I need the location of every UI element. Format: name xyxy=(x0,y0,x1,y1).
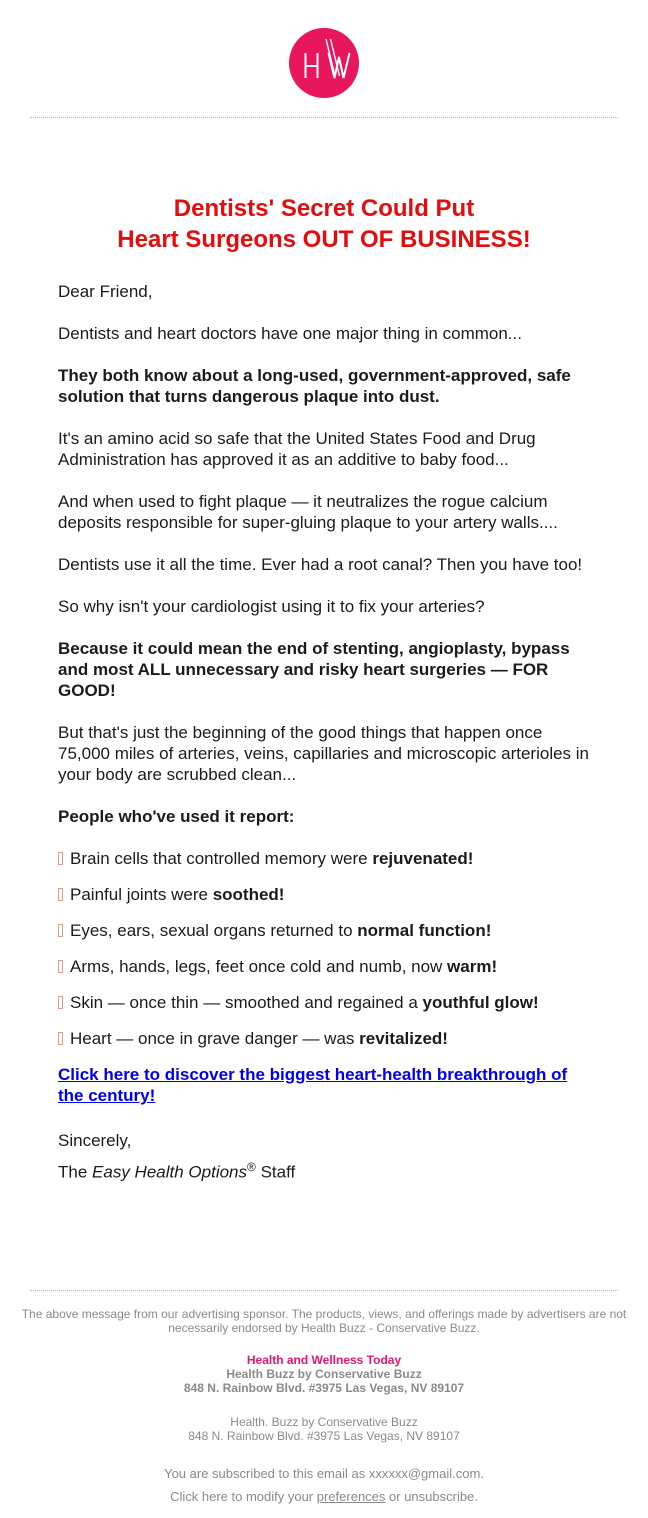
preferences-suffix: or unsubscribe. xyxy=(385,1488,478,1504)
list-item-bold-text: normal function! xyxy=(357,921,492,940)
publisher-title: Health and Wellness Today xyxy=(246,1352,402,1367)
body-paragraph: Dentists and heart doctors have one major thing in common... xyxy=(58,324,522,343)
list-item xyxy=(58,1028,590,1049)
body-paragraph-bold: They both know about a long-used, government-approved, safe solution that turns dangerous plaque into dust. xyxy=(58,366,571,406)
missing-glyph-bullet-icon xyxy=(58,888,63,901)
signature-sincerely: Sincerely, xyxy=(58,1131,132,1150)
missing-glyph-bullet-icon xyxy=(58,1032,63,1045)
cta-paragraph xyxy=(58,1064,590,1106)
secondary-publisher-line: Health. Buzz by Conservative Buzz xyxy=(230,1414,418,1429)
list-item xyxy=(58,920,590,941)
list-item xyxy=(58,992,590,1013)
body-paragraph: Dentists use it all the time. Ever had a root canal? Then you have too! xyxy=(58,555,583,574)
secondary-publisher-block xyxy=(18,1415,630,1443)
signature-brand-name: Easy Health Options xyxy=(92,1162,247,1182)
list-item-bold-text: soothed! xyxy=(212,885,285,904)
headline-line1: Dentists' Secret Could Put xyxy=(173,195,475,222)
list-item-bold-text: rejuvenated! xyxy=(372,849,474,868)
list-item-bold-text: warm! xyxy=(447,957,498,976)
subscription-info xyxy=(18,1462,630,1508)
publisher-block xyxy=(18,1353,630,1395)
list-item-text: Heart — once in grave danger — was xyxy=(70,1029,360,1048)
list-item-text: Brain cells that controlled memory were xyxy=(70,849,373,868)
missing-glyph-bullet-icon xyxy=(58,960,63,973)
body-paragraph-bold: Because it could mean the end of stenting, angioplasty, bypass and most ALL unnecessary and risky heart surgeries — FOR GOOD! xyxy=(58,639,570,700)
secondary-publisher-address: 848 N. Rainbow Blvd. #3975 Las Vegas, NV 89107 xyxy=(188,1428,460,1443)
cta-link[interactable]: Click here to discover the biggest heart-health breakthrough of the century! xyxy=(58,1065,568,1105)
list-item-text: Skin — once thin — smoothed and regained a xyxy=(70,993,423,1012)
benefits-list-header: People who've used it report: xyxy=(58,807,295,826)
missing-glyph-bullet-icon xyxy=(58,924,63,937)
publisher-address: 848 N. Rainbow Blvd. #3975 Las Vegas, NV 89107 xyxy=(183,1380,465,1395)
list-item-text: Eyes, ears, sexual organs returned to xyxy=(70,921,358,940)
preferences-line xyxy=(18,1485,630,1508)
greeting-text: Dear Friend, xyxy=(58,282,153,301)
email-header xyxy=(0,0,648,103)
preferences-prefix: Click here to modify your xyxy=(170,1488,317,1504)
missing-glyph-bullet-icon xyxy=(58,852,63,865)
body-paragraph: And when used to fight plaque — it neutralizes the rogue calcium deposits responsible for super-gluing plaque to your artery walls.... xyxy=(58,492,558,532)
email-body xyxy=(0,118,648,1186)
headline-line2: Heart Surgeons OUT OF BUSINESS! xyxy=(117,226,531,253)
list-item-text: Arms, hands, legs, feet once cold and numb, now xyxy=(70,957,448,976)
list-item-text: Painful joints were xyxy=(70,885,213,904)
bottom-spacer xyxy=(0,1186,648,1290)
preferences-link[interactable]: preferences xyxy=(316,1488,386,1504)
list-item xyxy=(58,884,590,905)
body-paragraph: So why isn't your cardiologist using it to fix your arteries? xyxy=(58,597,485,616)
list-item-bold-text: revitalized! xyxy=(359,1029,448,1048)
list-item-bold-text: youthful glow! xyxy=(422,993,539,1012)
email-footer xyxy=(0,1291,648,1518)
hw-brand-logo-icon xyxy=(289,28,359,98)
body-paragraph: But that's just the beginning of the good things that happen once 75,000 miles of arteries, veins, capillaries and microscopic arterioles in your body are scrubbed clean... xyxy=(58,723,590,784)
list-item xyxy=(58,956,590,977)
sponsor-disclaimer: The above message from our advertising sponsor. The products, views, and offerings made by advertisers are not necessarily endorsed by Health Buzz - Conservative Buzz. xyxy=(21,1306,627,1335)
registered-trademark-symbol: ® xyxy=(247,1160,256,1174)
missing-glyph-bullet-icon xyxy=(58,996,63,1009)
body-paragraph: It's an amino acid so safe that the United States Food and Drug Administration has approved it as an additive to baby food... xyxy=(58,429,536,469)
headline xyxy=(58,193,590,255)
list-item xyxy=(58,848,590,869)
publisher-line: Health Buzz by Conservative Buzz xyxy=(226,1366,422,1381)
subscribed-as-text: You are subscribed to this email as xxxxxx@gmail.com. xyxy=(164,1465,484,1481)
signature-suffix: Staff xyxy=(255,1162,296,1182)
signature xyxy=(58,1128,590,1186)
benefits-list xyxy=(58,848,590,1049)
signature-prefix: The xyxy=(58,1162,93,1182)
